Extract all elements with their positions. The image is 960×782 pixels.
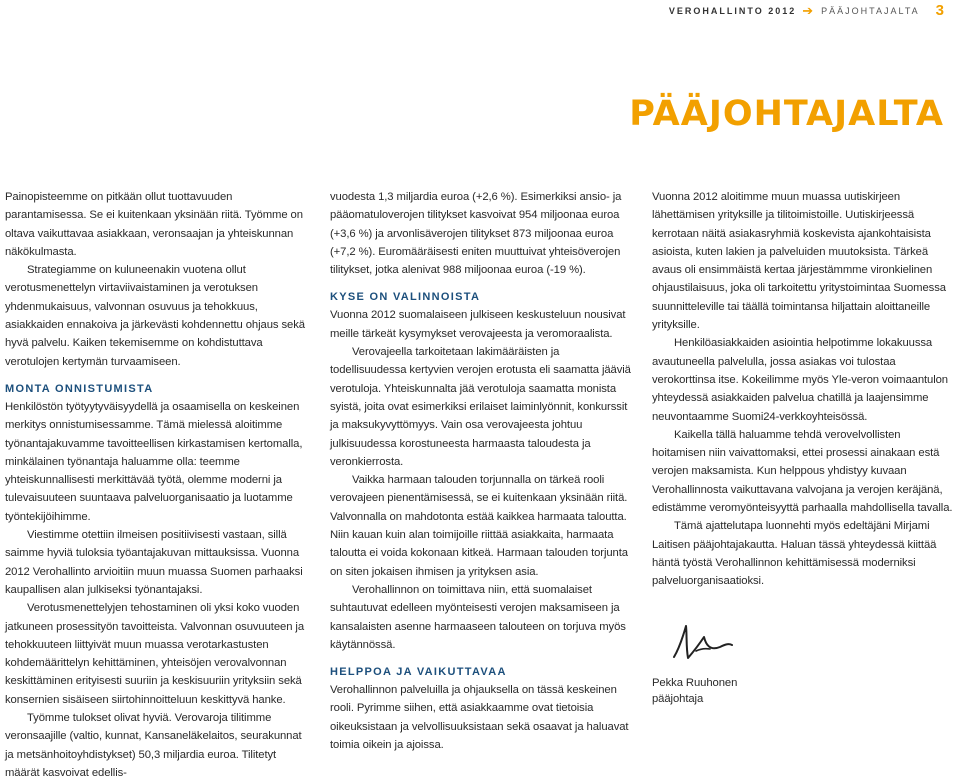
text-column-1 <box>5 188 308 782</box>
paragraph: Strategiamme on kuluneenakin vuotena ollut verotusmenettelyn virtaviivaistaminen ja verotuksen yhdenmukaisuus, valvonnan osuvuus ja tehokkuus, asiakkaiden ennakoiva ja järkevästi kohdennettu ohjaus sekä hyvä palvelu. Kaiken tekemisemme on kohdistuttava verotulojen kertymän turvaamiseen. <box>5 264 305 368</box>
signer-block <box>652 675 955 707</box>
paragraph: vuodesta 1,3 miljardia euroa (+2,6 %). Esimerkiksi ansio- ja pääomatuloverojen tilitykset kasvoivat 954 miljoonaa euroa (+3,6 %) ja arvonlisäverojen tilitykset 873 miljoonaa euroa (+7,2 %). Euromääräisesti eniten muuttuivat yhteisöverojen tilitykset, jotka alenivat 988 miljoonaa euroa (-19 %). <box>330 191 622 277</box>
section-heading: KYSE ON VALINNOISTA <box>330 291 481 304</box>
arrow-right-icon: ➔ <box>802 3 816 18</box>
paragraph: Työmme tulokset olivat hyviä. Verovaroja tilitimme veronsaajille (valtio, kunnat, Kansaneläkelaitos, seurakunnat ja metsänhoitoyhdistykset) 50,3 miljardia euroa. Tilitetyt määrät kasvoivat edellis- <box>5 712 302 779</box>
paragraph: Vuonna 2012 suomalaiseen julkiseen keskusteluun nousivat meille tärkeät kysymykset verovajeesta ja veromoraalista. <box>330 309 626 340</box>
paragraph: Painopisteemme on pitkään ollut tuottavuuden parantamisessa. Se ei kuitenkaan yksinään riitä. Työmme on oltava vaikuttavaa asiakkaan, veronsaajan ja yhteiskunnan näkökulmasta. <box>5 191 303 258</box>
paragraph: Henkilöstön työtyytyväisyydellä ja osaamisella on keskeinen merkitys onnistumisessamme. Tämä mielessä aloitimme työnantajakuvamme tavoitteellisen kirkastamisen kertomalla, minkälainen työnantaja haluamme olla: teemme yhteiskunnallisesti merkittävää työtä, olemme moderni ja tulevaisuuteen suuntaava palveluorganisaatio ja luotamme työntekijöihimme. <box>5 400 303 523</box>
handwritten-signature <box>666 623 736 663</box>
paragraph: Verotusmenettelyjen tehostaminen oli yksi koko vuoden jatkuneen prosessityön tavoitteista. Valvonnan osuvuuteen ja tehokkuuteen liittyivät muun muassa verotarkastusten kohdemäärittelyn kehittäminen, yhteisöjen verovalvonnan keskittäminen erityisesti suuriin ja keskisuuriin yrityksiin sekä konsernien sisäiseen siirtohinnoitteluun keskittyvä hanke. <box>5 602 305 706</box>
paragraph: Tämä ajattelutapa luonnehti myös edeltäjäni Mirjami Laitisen pääjohtajakautta. Haluan tässä yhteydessä kiittää häntä työstä Verohallinnon kehittämisessä moderniksi palveluorganisaatioksi. <box>652 520 937 588</box>
paragraph: Henkilöasiakkaiden asiointia helpotimme lokakuussa avautuneella palvelulla, jossa asiakas voi tulostaa verokorttinsa itse. Kokeilimme myös Yle-veron voimaantulon yhteydessä asiakkaiden palvelua chatillä ja laajensimme neuvontaamme Suomi24-verkkoyhteisössä. <box>652 337 948 423</box>
paragraph: Vuonna 2012 aloitimme muun muassa uutiskirjeen lähettämisen yrityksille ja tilitoimistoille. Uutiskirjeessä kerrotaan näitä asiakasryhmiä koskevista ajankohtaisista asioista, kuten lakien ja palveluiden muutoksista. Tärkeä avaus oli ensimmäistä kertaa järjestämmme vironkielinen ohjaustilaisuus, joka oli tarkoitettu yritystoimintaa Suomessa suunnitteleville tai täällä toimintansa hiljattain aloittaneille yrityksille. <box>652 191 946 332</box>
text-column-2 <box>330 188 634 754</box>
signer-name: Pekka Ruuhonen <box>652 676 738 689</box>
page-title: PÄÄJOHTAJALTA <box>629 94 944 134</box>
page-number: 3 <box>935 2 944 19</box>
paragraph: Kaikella tällä haluamme tehdä verovelvollisten hoitamisen niin vaivattomaksi, ettei prosessi ainakaan estä verojen maksamista. Kun helppous yhdistyy kuvaan Verohallinnosta vaikuttavana valvojana ja verojen keräjänä, edistämme veromyönteisyyttä parhaalla mahdollisella tavalla. <box>652 428 953 515</box>
paragraph: Verohallinnon palveluilla ja ohjauksella on tässä keskeinen rooli. Pyrimme siihen, että asiakkaamme ovat tietoisia oikeuksistaan ja velvollisuuksistaan sekä osaavat ja haluavat toimia oikein ja ajoissa. <box>330 684 629 752</box>
signer-title: pääjohtaja <box>652 692 704 705</box>
paragraph: Verohallinnon on toimittava niin, että suomalaiset suhtautuvat edelleen myönteisesti verojen maksamiseen ja kansalaisten asenne harmaaseen talouteen on torjuva myös käytännössä. <box>330 583 626 651</box>
text-column-3 <box>652 188 955 707</box>
section-heading: HELPPOA JA VAIKUTTAVAA <box>330 666 507 679</box>
publication-name: VEROHALLINTO 2012 <box>668 5 797 16</box>
section-heading: MONTA ONNISTUMISTA <box>5 382 154 395</box>
section-name: PÄÄJOHTAJALTA <box>821 5 920 16</box>
running-header <box>669 2 944 19</box>
paragraph: Verovajeella tarkoitetaan lakimääräisten ja todellisuudessa kertyvien verojen erotusta eli saamatta jääviä verotuloja. Yhteiskunnalta jää verotuloja saamatta monista syistä, joita ovat esimerkiksi erilaiset laiminlyönnit, konkurssit ja maksukyvyttömyys. Vain osa verovajeesta johtuu julkisuudessa korostuneesta harmaasta taloudesta ja veronkierrosta. <box>330 346 631 468</box>
paragraph: Vaikka harmaan talouden torjunnalla on tärkeä rooli verovajeen pienentämisessä, se ei kuitenkaan yksinään riitä. Valvonnalla on mahdotonta estää kaikkea harmaata taloutta. Niin kauan kuin alan toimijoille riittää asiakkaita, harmaata taloutta ei voida kokonaan kitkeä. Harmaan talouden torjunta on siten jokaisen ihmisen ja yrityksen asia. <box>330 474 628 578</box>
paragraph: Viestimme otettiin ilmeisen positiivisesti vastaan, sillä saimme hyviä tuloksia työantajakuvan mittauksissa. Vuonna 2012 Verohallinto arvioitiin muun muassa Suomen parhaaksi kaupallisen alan julkiseksi työnantajaksi. <box>5 529 303 596</box>
